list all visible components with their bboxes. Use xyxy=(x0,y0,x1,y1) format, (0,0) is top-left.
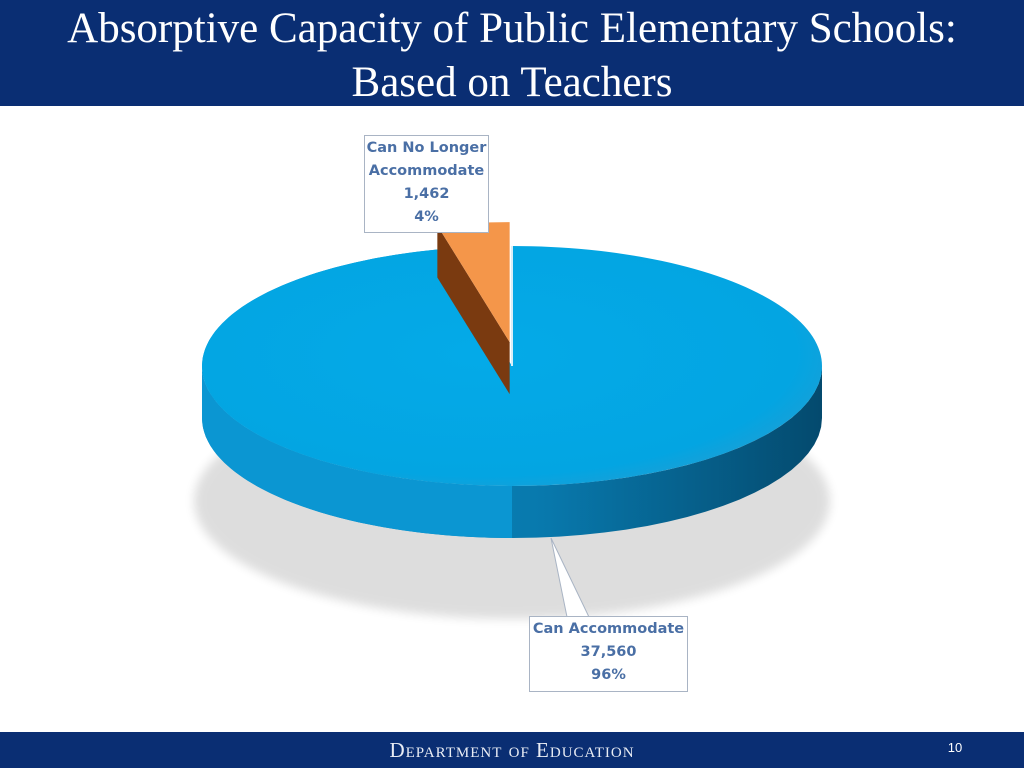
pie-chart xyxy=(0,106,1024,732)
slide-title-line-2: Based on Teachers xyxy=(351,59,673,106)
data-label-can-no-longer-accommodate xyxy=(364,135,489,233)
pie-chart-svg xyxy=(0,106,1024,732)
slice-percent: 4% xyxy=(414,209,439,225)
slide-header xyxy=(0,0,1024,106)
slide-footer xyxy=(0,732,1024,768)
data-label-can-accommodate xyxy=(529,616,688,692)
slice-label: Can Accommodate xyxy=(532,621,685,637)
page-number: 10 xyxy=(947,740,963,755)
pie-slices xyxy=(202,222,822,538)
slice-percent: 96% xyxy=(591,667,626,683)
slice-value: 37,560 xyxy=(580,644,637,660)
slice-label-line-1: Can No Longer xyxy=(366,140,487,156)
slide-title-line-1: Absorptive Capacity of Public Elementary Schools: xyxy=(67,5,957,52)
department-name: Department of Education xyxy=(389,738,635,762)
slice-label-line-2: Accommodate xyxy=(368,163,485,179)
slice-value: 1,462 xyxy=(403,186,450,202)
